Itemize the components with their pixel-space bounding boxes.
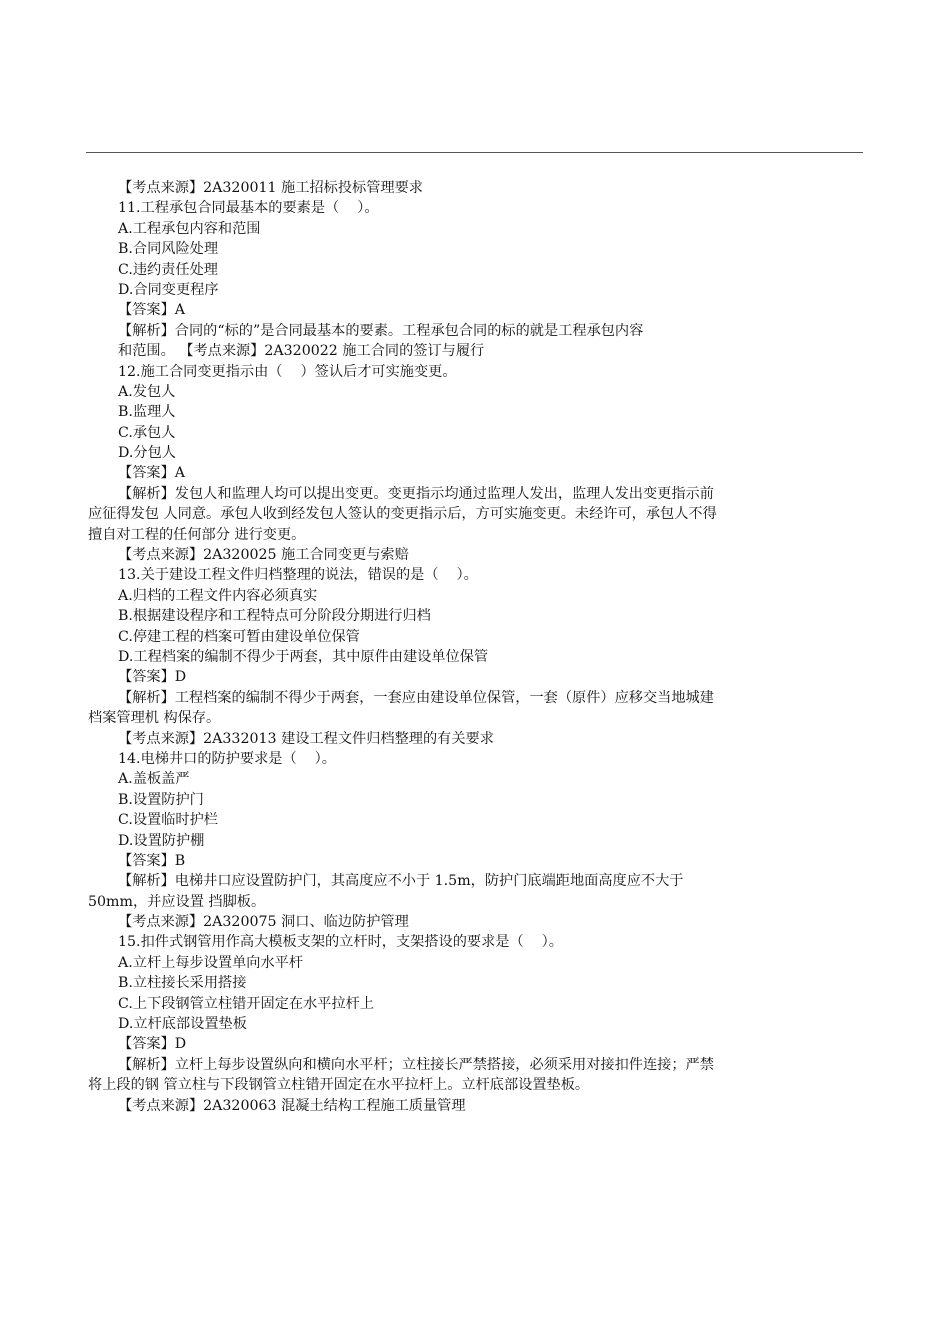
option-line: C.停建工程的档案可暂由建设单位保管	[118, 628, 360, 645]
answer-line: 【答案】D	[118, 669, 187, 686]
header-divider	[86, 152, 863, 153]
option-line: C.违约责任处理	[118, 261, 218, 278]
option-line: D.设置防护棚	[118, 832, 205, 849]
text-line: 将上段的钢 管立柱与下段钢管立柱错开固定在水平拉杆上。立杆底部设置垫板。	[88, 1077, 590, 1094]
source-line: 【考点来源】2A332013 建设工程文件归档整理的有关要求	[118, 730, 494, 747]
answer-line: 【答案】D	[118, 1036, 187, 1053]
option-line: A.发包人	[118, 383, 176, 400]
text-line: 14.电梯井口的防护要求是（ ）。	[118, 750, 336, 767]
answer-line: 【答案】A	[118, 302, 185, 319]
text-line: 和范围。 【考点来源】2A320022 施工合同的签订与履行	[118, 343, 485, 360]
answer-line: 【答案】A	[118, 465, 185, 482]
text-line: 15.扣件式钢管用作高大模板支架的立杆时，支架搭设的要求是（ ）。	[118, 934, 563, 951]
text-line: 12.施工合同变更指示由（ ）签认后才可实施变更。	[118, 363, 457, 380]
option-line: B.立柱接长采用搭接	[118, 975, 247, 992]
source-line: 【考点来源】2A320011 施工招标投标管理要求	[118, 180, 423, 196]
answer-line: 【答案】B	[118, 852, 186, 869]
source-line: 【考点来源】2A320063 混凝土结构工程施工质量管理	[118, 1097, 466, 1114]
answer-line: 【解析】发包人和监理人均可以提出变更。变更指示均通过监理人发出，监理人发出变更指示前	[118, 485, 714, 502]
option-line: D.工程档案的编制不得少于两套，其中原件由建设单位保管	[118, 648, 489, 665]
option-line: D.分包人	[118, 445, 176, 462]
option-line: C.上下段钢管立柱错开固定在水平拉杆上	[118, 995, 375, 1012]
option-line: A.归档的工程文件内容必须真实	[118, 587, 318, 604]
option-line: B.根据建设程序和工程特点可分阶段分期进行归档	[118, 608, 431, 625]
answer-line: 【解析】合同的“标的”是合同最基本的要素。工程承包合同的标的就是工程承包内容	[118, 322, 644, 339]
option-line: C.承包人	[118, 424, 176, 441]
option-line: B.合同风险处理	[118, 241, 219, 258]
source-line: 【考点来源】2A320075 洞口、临边防护管理	[118, 914, 409, 931]
answer-line: 【解析】电梯井口应设置防护门，其高度应不小于 1.5m，防护门底端距地面高度应不大于	[118, 873, 684, 890]
source-line: 【考点来源】2A320025 施工合同变更与索赔	[118, 547, 409, 564]
option-line: B.监理人	[118, 404, 176, 421]
text-line: 13.关于建设工程文件归档整理的说法，错误的是（ ）。	[118, 567, 478, 584]
option-line: A.工程承包内容和范围	[118, 220, 261, 237]
option-line: B.设置防护门	[118, 791, 204, 808]
answer-line: 【解析】工程档案的编制不得少于两套，一套应由建设单位保管，一套（原件）应移交当地城建	[118, 689, 714, 706]
option-line: D.合同变更程序	[118, 281, 219, 298]
text-line: 11.工程承包合同最基本的要素是（ ）。	[118, 200, 379, 217]
option-line: A.盖板盖严	[118, 771, 190, 788]
text-line: 档案管理机 构保存。	[88, 710, 221, 727]
document-body	[0, 178, 950, 1116]
option-line: A.立杆上每步设置单向水平杆	[118, 954, 304, 971]
option-line: C.设置临时护栏	[118, 812, 218, 829]
text-line: 50mm，并应设置 挡脚板。	[88, 893, 266, 910]
option-line: D.立杆底部设置垫板	[118, 1016, 247, 1033]
text-line: 应征得发包 人同意。承包人收到经发包人签认的变更指示后，方可实施变更。未经许可，承包人不得	[88, 506, 717, 523]
text-line: 擅自对工程的任何部分 进行变更。	[88, 526, 306, 543]
answer-line: 【解析】立杆上每步设置纵向和横向水平杆；立柱接长严禁搭接，必须采用对接扣件连接；严禁	[118, 1056, 714, 1073]
